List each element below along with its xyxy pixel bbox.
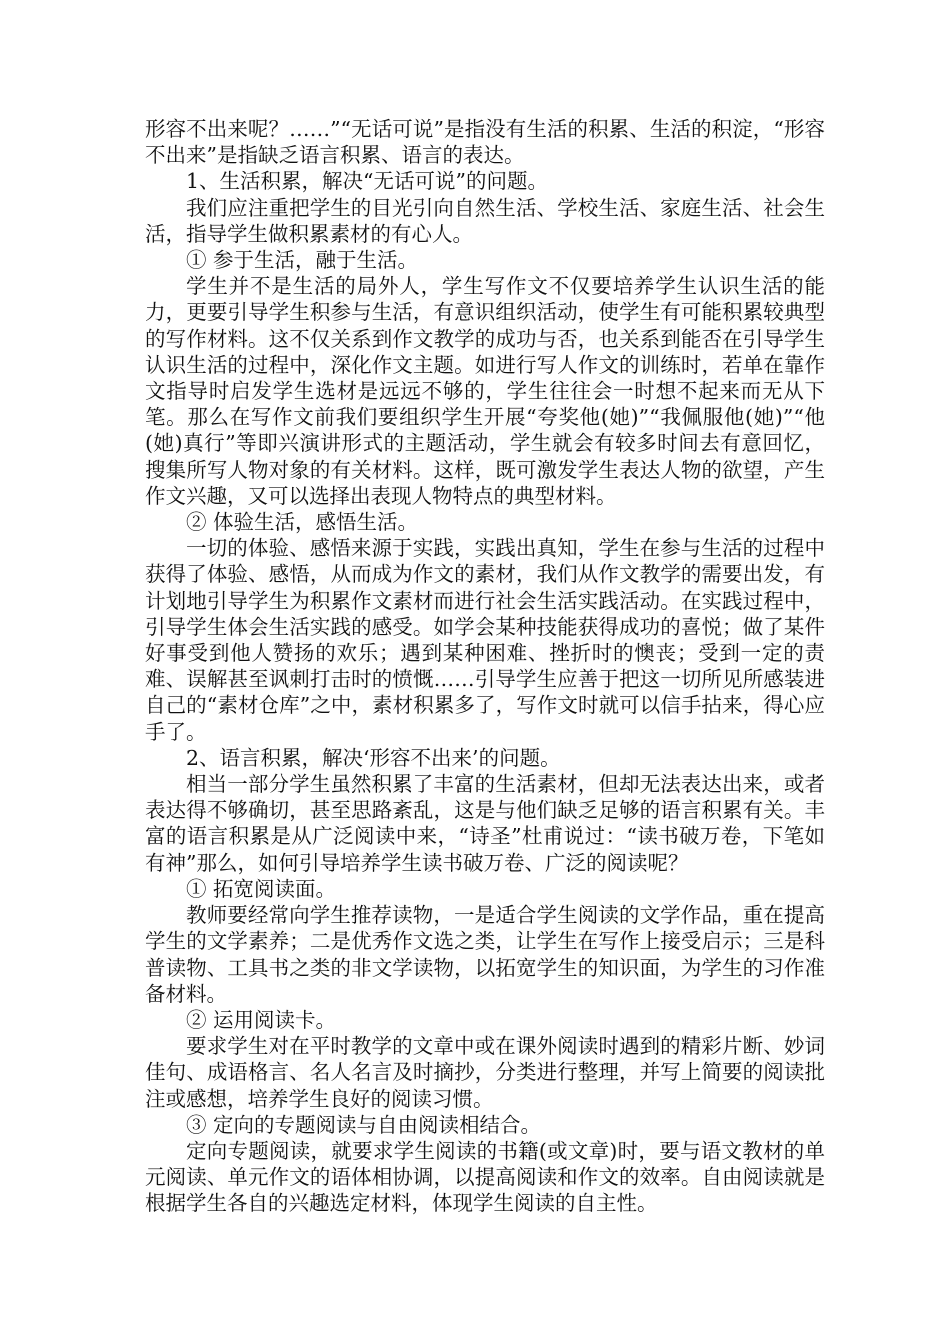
section-heading-language-accumulation: 2、语言积累，解决‘形容不出来’的问题。 [186,745,561,770]
subheading-participate-in-life: ① 参于生活，融于生活。 [186,248,419,273]
paragraph-continuation: 形容不出来呢？……”“无话可说”是指没有生活的积累、生活的积淀，“形容不出来”是指缺乏语言积累、语言的表达。 [145,117,825,168]
subheading-broaden-reading: ① 拓宽阅读面。 [186,876,337,901]
paragraph: 相当一部分学生虽然积累了丰富的生活素材，但却无法表达出来，或者表达得不够确切，甚至思路紊乱，这是与他们缺乏足够的语言积累有关。丰富的语言积累是从广泛阅读中来，“诗圣”杜甫说过：“读书破万卷，下笔如有神”那么，如何引导培养学生读书破万卷、广泛的阅读呢？ [145,772,825,875]
paragraph: 教师要经常向学生推荐读物，一是适合学生阅读的文学作品，重在提高学生的文学素养；二是优秀作文选之类，让学生在写作上接受启示；三是科普读物、工具书之类的非文学读物，以拓宽学生的知识面，为学生的习作准备材料。 [145,903,825,1006]
paragraph: 要求学生对在平时教学的文章中或在课外阅读时遇到的精彩片断、妙词佳句、成语格言、名人名言及时摘抄，分类进行整理，并写上简要的阅读批注或感想，培养学生良好的阅读习惯。 [145,1034,825,1111]
paragraph: 一切的体验、感悟来源于实践，实践出真知，学生在参与生活的过程中获得了体验、感悟，从而成为作文的素材，我们从作文教学的需要出发，有计划地引导学生为积累作文素材而进行社会生活实践活动。在实践过程中，引导学生体会生活实践的感受。如学会某种技能获得成功的喜悦；做了某件好事受到他人赞扬的欢乐；遇到某种困难、挫折时的懊丧；受到一定的责难、误解甚至讽刺打击时的愤慨……引导学生应善于把这一切所见所感装进自己的“素材仓库”之中，素材积累多了，写作文时就可以信手拈来，得心应手了。 [145,536,825,744]
paragraph: 学生并不是生活的局外人，学生写作文不仅要培养学生认识生活的能力，更要引导学生积参与生活，有意识组织活动，使学生有可能积累较典型的写作材料。这不仅关系到作文教学的成功与否，也关系到能否在引导学生认识生活的过程中，深化作文主题。如进行写人作文的训练时，若单在靠作文指导时启发学生选材是远远不够的，学生往往会一时想不起来而无从下笔。那么在写作文前我们要组织学生开展“夸奖他(她)”“我佩服他(她)”“他(她)真行”等即兴演讲形式的主题活动，学生就会有较多时间去有意回忆，搜集所写人物对象的有关材料。这样，既可激发学生表达人物的欲望，产生作文兴趣，又可以选择出表现人物特点的典型材料。 [145,274,825,508]
paragraph: 我们应注重把学生的目光引向自然生活、学校生活、家庭生活、社会生活，指导学生做积累素材的有心人。 [145,195,825,246]
subheading-directed-and-free-reading: ③ 定向的专题阅读与自由阅读相结合。 [186,1112,542,1137]
subheading-experience-life: ② 体验生活，感悟生活。 [186,510,419,535]
section-heading-life-accumulation: 1、生活积累，解决“无话可说”的问题。 [186,169,549,194]
paragraph: 定向专题阅读，就要求学生阅读的书籍(或文章)时，要与语文教材的单元阅读、单元作文的语体相协调，以提高阅读和作文的效率。自由阅读就是根据学生各自的兴趣选定材料，体现学生阅读的自主性。 [145,1138,825,1216]
document-body [145,116,825,1217]
subheading-reading-cards: ② 运用阅读卡。 [186,1007,337,1032]
